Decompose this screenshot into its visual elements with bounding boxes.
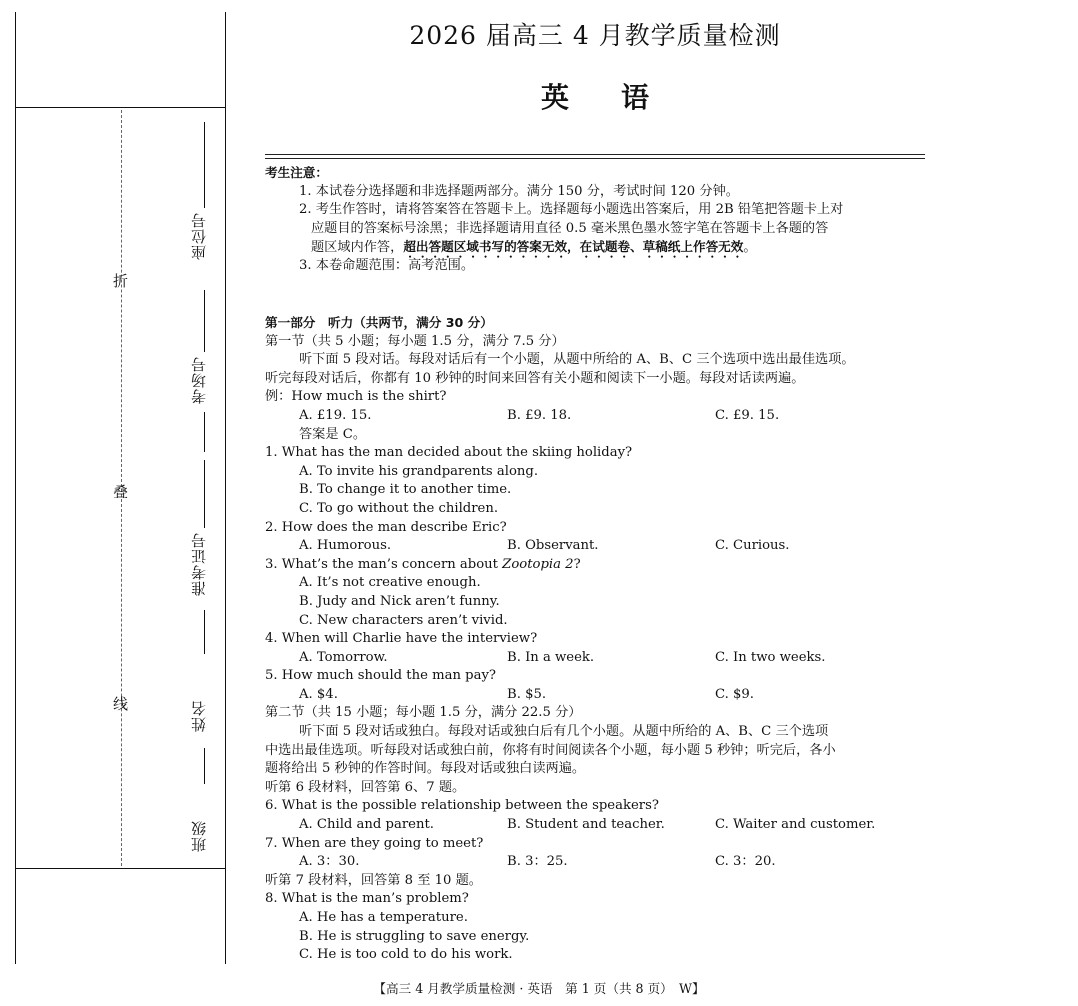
- option-b: B. Observant.: [507, 538, 599, 554]
- option-c: C. New characters aren’t vivid.: [299, 612, 508, 628]
- question-5: 5. How much should the man pay?: [265, 668, 496, 684]
- field-label: 考场号: [190, 356, 208, 404]
- option-a: A. To invite his grandparents along.: [299, 463, 539, 479]
- section1-instruction-1: 听下面 5 段对话。每段对话后有一个小题，从题中所给的 A、B、C 三个选项中选出最佳选项。: [299, 352, 855, 368]
- question-7: 7. When are they going to meet?: [265, 835, 484, 851]
- notice-heading: 考生注意：: [265, 165, 328, 180]
- binding-border-left: [15, 12, 16, 964]
- field-exam-room[interactable]: [182, 290, 212, 440]
- notice-block: [265, 164, 927, 276]
- notice-item-2-line-1: 2. 考生作答时，请将答案答在答题卡上。选择题每小题选出答案后，用 2B 铅笔把答题卡上对: [299, 202, 844, 218]
- binding-border-right: [225, 12, 226, 964]
- option-b: B. £9. 18.: [507, 407, 572, 423]
- option-c: C. To go without the children.: [299, 500, 499, 516]
- option-c: C. Curious.: [715, 538, 790, 554]
- option-a: A. He has a temperature.: [299, 910, 468, 925]
- field-label: 准考证号: [190, 532, 208, 596]
- notice-item-3: 3. 本卷命题范围：高考范围。: [299, 257, 475, 273]
- option-a: A. Humorous.: [299, 538, 392, 554]
- part1-block: [265, 314, 927, 965]
- option-b: B. Judy and Nick aren’t funny.: [299, 593, 500, 609]
- fold-char-2: 叠: [113, 483, 129, 501]
- field-admission-ticket[interactable]: [182, 460, 212, 640]
- question-3: [265, 556, 927, 575]
- question-6: 6. What is the possible relationship between the speakers?: [265, 798, 659, 814]
- field-underline: [204, 122, 205, 208]
- option-b: B. In a week.: [507, 649, 595, 665]
- option-c: C. In two weeks.: [715, 649, 826, 665]
- section2-heading: 第二节（共 15 小题；每小题 1.5 分，满分 22.5 分）: [265, 705, 582, 721]
- option-a: A. Child and parent.: [299, 817, 434, 833]
- exam-title: 2026 届高三 4 月教学质量检测: [409, 21, 781, 50]
- option-c: C. 3：20.: [715, 854, 776, 870]
- field-class[interactable]: [182, 800, 212, 870]
- notice-emphasis: 超出答题区域书写的答案无效，在试题卷、草稿纸上作答无效: [403, 239, 744, 255]
- option-c: C. $9.: [715, 686, 754, 702]
- question-2-options: [265, 537, 927, 556]
- field-label: 姓名: [190, 700, 208, 732]
- option-a: A. 3：30.: [299, 854, 360, 870]
- question-text: 3. What’s the man’s concern about: [265, 556, 503, 572]
- movie-title: Zootopia 2: [502, 556, 574, 572]
- notice-item-1: 1. 本试卷分选择题和非选择题两部分。满分 150 分，考试时间 120 分钟。: [299, 183, 739, 199]
- question-4-options: [265, 649, 927, 668]
- field-label: 班级: [190, 820, 208, 852]
- fold-char-3: 线: [113, 695, 129, 713]
- binding-divider-top: [15, 107, 226, 108]
- question-8: 8. What is the man’s problem?: [265, 891, 469, 907]
- field-underline: [204, 290, 205, 352]
- option-b: B. $5.: [507, 686, 547, 702]
- option-c: C. He is too cold to do his work.: [299, 947, 513, 963]
- example-answer: 答案是 C。: [299, 426, 367, 442]
- option-b: B. To change it to another time.: [299, 482, 512, 498]
- example-options: [265, 407, 927, 426]
- part1-heading: 第一部分 听力（共两节，满分 30 分）: [265, 315, 493, 330]
- field-underline: [204, 412, 205, 452]
- option-c: C. £9. 15.: [715, 407, 780, 423]
- header-rule-thin: [265, 158, 925, 159]
- option-b: B. He is struggling to save energy.: [299, 928, 530, 944]
- question-2: 2. How does the man describe Eric?: [265, 519, 507, 535]
- page-footer: 【高三 4 月教学质量检测 · 英语 第 1 页（共 8 页） W】: [373, 981, 705, 996]
- option-a: A. Tomorrow.: [299, 649, 388, 665]
- question-6-options: [265, 816, 927, 835]
- section2-instruction-2: 中选出最佳选项。听每段对话或独白前，你将有时间阅读各个小题，每小题 5 秒钟；听完后，各小: [265, 742, 836, 758]
- section2-instruction-1: 听下面 5 段对话或独白。每段对话或独白后有几个小题。从题中所给的 A、B、C 三个选项: [299, 724, 829, 740]
- question-7-options: [265, 853, 927, 872]
- section2-instruction-3: 题将给出 5 秒钟的作答时间。每段对话或独白读两遍。: [265, 761, 586, 777]
- field-underline: [204, 460, 205, 528]
- question-1: 1. What has the man decided about the skiing holiday?: [265, 445, 633, 461]
- question-4: 4. When will Charlie have the interview?: [265, 631, 538, 647]
- field-seat-number[interactable]: [182, 122, 212, 272]
- option-b: B. Student and teacher.: [507, 817, 665, 833]
- question-text: ?: [573, 556, 581, 572]
- option-a: A. $4.: [299, 686, 338, 702]
- fold-char-1: 折: [113, 272, 129, 290]
- field-name[interactable]: [182, 660, 212, 780]
- subject-title: 英语: [540, 81, 701, 114]
- header-rule-thick: [265, 154, 925, 155]
- option-c: C. Waiter and customer.: [715, 817, 876, 833]
- notice-item-2-line-2: 应题目的答案标号涂黑；非选择题请用直径 0.5 毫米黑色墨水签字笔在答题卡上各题的答: [311, 220, 829, 236]
- material-7-heading: 听第 7 段材料，回答第 8 至 10 题。: [265, 872, 482, 888]
- section1-instruction-2: 听完每段对话后，你都有 10 秒钟的时间来回答有关小题和阅读下一小题。每段对话读两遍。: [265, 370, 805, 386]
- question-5-options: [265, 686, 927, 705]
- section1-heading: 第一节（共 5 小题；每小题 1.5 分，满分 7.5 分）: [265, 333, 565, 349]
- field-underline: [204, 610, 205, 654]
- option-a: A. It’s not creative enough.: [299, 575, 481, 591]
- notice-text: 。: [743, 240, 757, 256]
- notice-text: 题区域内作答，: [311, 240, 404, 256]
- example-question: 例：How much is the shirt?: [265, 389, 447, 405]
- notice-item-2-line-3: [265, 238, 927, 257]
- field-label: 座位号: [190, 212, 208, 260]
- option-b: B. 3：25.: [507, 854, 568, 870]
- field-underline: [204, 748, 205, 784]
- option-a: A. £19. 15.: [299, 407, 372, 423]
- material-6-heading: 听第 6 段材料，回答第 6、7 题。: [265, 779, 466, 795]
